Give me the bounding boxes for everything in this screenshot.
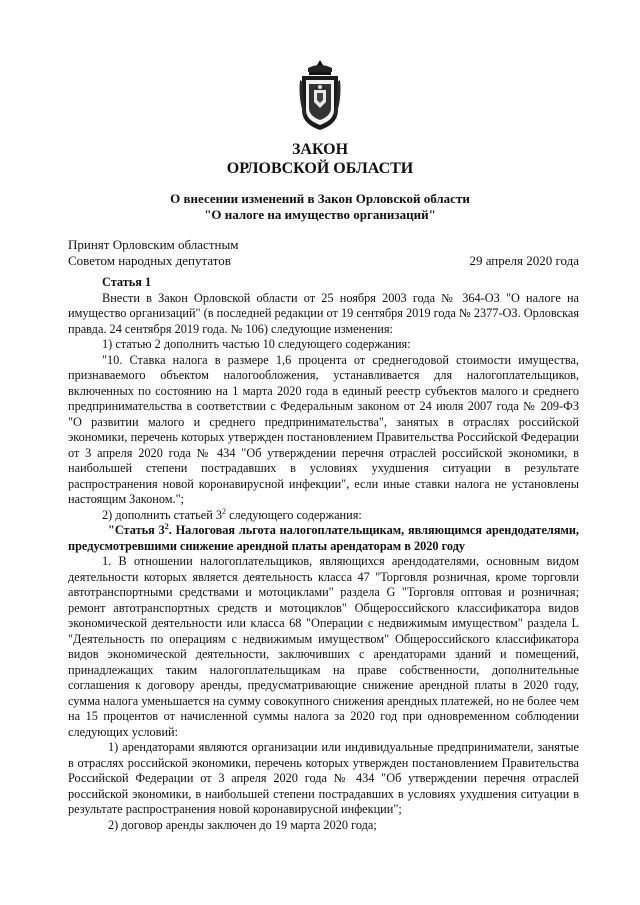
coat-of-arms-emblem — [298, 58, 342, 132]
amendment-item-1-text: "10. Ставка налога в размере 1,6 процента от среднегодовой стоимости имущества, признаваемого объектом налогообложения, устанавливается для налогоплательщиков, включенных по состоянию на 1 марта 2020 года в единый реестр субъектов малого и среднего предпринимательства в соответствии с Федеральным законом от 24 июля 2007 года № 209-ФЗ "О развитии малого и среднего предпринимательства", занятых в отраслях российской экономики, перечень которых утвержден постановлением Правительства Российской Федерации от 3 апреля 2020 года № 434 "Об утверждении перечня отраслей российской экономики, в наибольшей степени пострадавших в условиях ухудшения ситуации в результате распространения новой коронавирусной инфекции", если иные ставки налога не установлены настоящим Законом."; — [68, 352, 579, 506]
article-heading: Статья 1 — [102, 275, 152, 289]
law-title: ЗАКОН — [291, 141, 349, 158]
new-article-pre: "Статья 3 — [108, 523, 165, 537]
amendment-item-2 — [68, 508, 579, 524]
new-article-sup: 2 — [164, 521, 169, 531]
new-article-post: . Налоговая льгота налогоплательщикам, являющимся арендодателями, предусмотревшими снижение арендной платы арендаторам в 2020 году — [68, 523, 580, 553]
amendment-item-2-sup: 2 — [222, 506, 227, 516]
region-title: ОРЛОВСКОЙ ОБЛАСТИ — [226, 160, 414, 177]
law-subject-line1: О внесении изменений в Закон Орловской области — [170, 191, 470, 206]
new-article-heading — [68, 523, 579, 554]
article-intro: Внести в Закон Орловской области от 25 ноября 2003 года № 364-ОЗ "О налоге на имущество организаций" (в последней редакции от 19 сентября 2019 года № 2377-ОЗ. Орловская правда. 24 сентября 2019 года. № 106) следующие изменения: — [68, 290, 579, 336]
amendment-item-1: 1) статью 2 дополнить частью 10 следующего содержания: — [102, 337, 411, 351]
law-subject-line2: "О налоге на имущество организаций" — [204, 207, 436, 222]
condition-2: 2) договор аренды заключен до 19 марта 2020 года; — [108, 817, 377, 832]
adopted-by-line2: Советом народных депутатов — [68, 253, 231, 268]
condition-1: 1) арендаторами являются организации или индивидуальные предприниматели, занятые в отраслях российской экономики, перечень которых утвержден постановлением Правительства Российской Федерации от 3 апреля 2020 года № 434 "Об утверждении перечня отраслей российской экономики, в наибольшей степени пострадавших в условиях ухудшения ситуации в результате распространения новой коронавирусной инфекции"; — [68, 740, 579, 816]
law-body — [68, 275, 579, 833]
adoption-date: 29 апреля 2020 года — [469, 253, 579, 268]
new-article-paragraph-1: 1. В отношении налогоплательщиков, являющихся арендодателями, основным видом деятельности которых является деятельность класса 47 "Торговля розничная, кроме торговли автотранспортными средствами и мотоциклами" раздела G "Торговля оптовая и розничная; ремонт автотранспортных средств и мотоциклов" Общероссийского классификатора видов экономической деятельности или класса 68 "Операции с недвижимым имуществом" раздела L "Деятельность по операциям с недвижимым имуществом" Общероссийского классификатора видов экономической деятельности, заключивших с арендаторами зданий и помещений, принадлежащих таким налогоплательщикам на праве собственности, дополнительные соглашения к договору аренды, предусматривающие снижение арендной платы в 2020 году, сумма налога уменьшается на сумму совокупного снижения арендных платежей, но не более чем на 15 процентов от начисленной суммы налога за 2020 год при одновременном соблюдении следующих условий: — [68, 554, 579, 739]
adopted-by-line1: Принят Орловским областным — [68, 237, 239, 252]
amendment-item-2-post: следующего содержания: — [226, 507, 362, 522]
amendment-item-2-pre: 2) дополнить статьей 3 — [102, 507, 223, 522]
